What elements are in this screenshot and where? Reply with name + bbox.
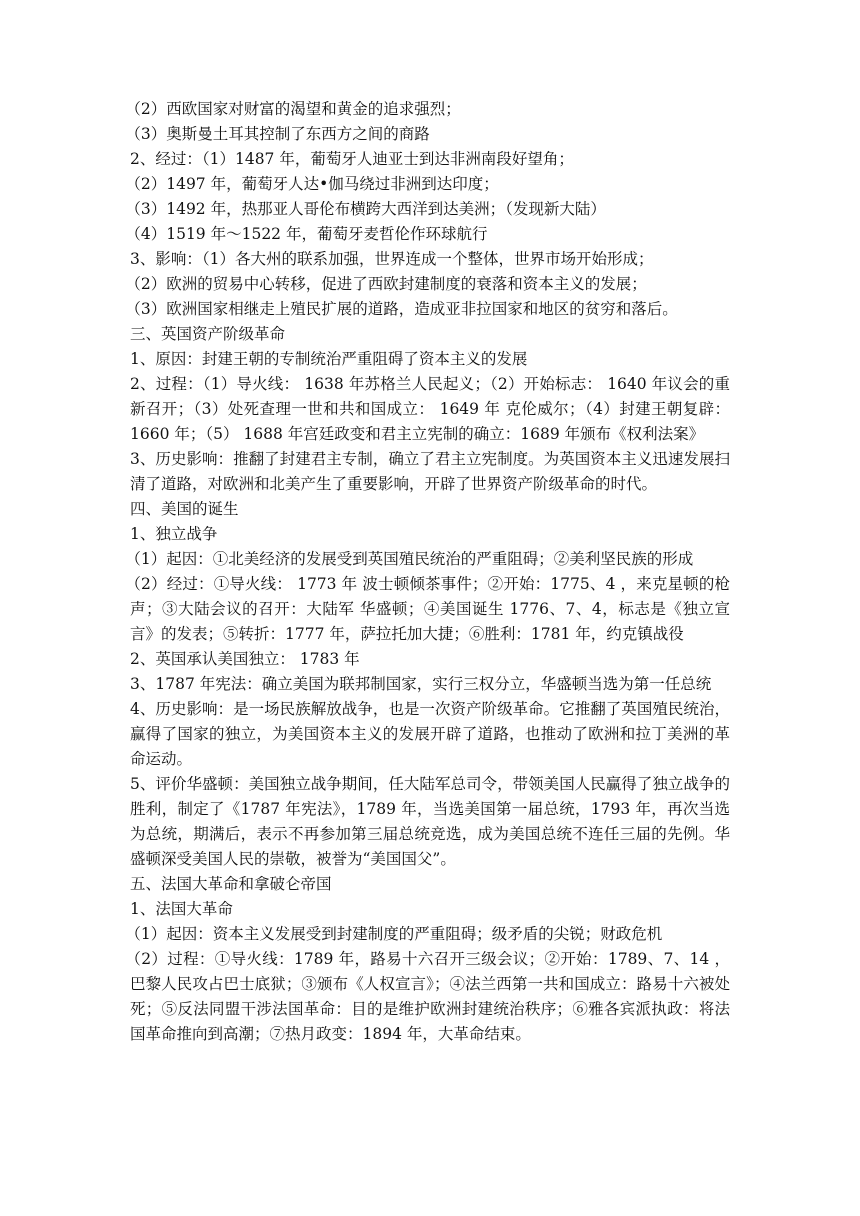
- text-paragraph: 4、历史影响：是一场民族解放战争，也是一次资产阶级革命。它推翻了英国殖民统治，赢得了国家的独立，为美国资本主义的发展开辟了道路，也推动了欧洲和拉丁美洲的革命运动。: [130, 700, 730, 768]
- text-paragraph: （2）经过：①导火线： 1773 年 波士顿倾茶事件；②开始：1775、4 ，来克星顿的枪声；③大陆会议的召开：大陆军 华盛顿；④美国诞生 1776、7、4，标志是《独立宣言》的发表；⑤转折：1777 年，萨拉托加大捷；⑥胜利：1781 年，约克镇战役: [125, 575, 730, 643]
- section-heading: 三、英国资产阶级革命: [130, 325, 286, 343]
- text-line: （3）欧洲国家相继走上殖民扩展的道路，造成亚非拉国家和地区的贫穷和落后。: [125, 300, 678, 318]
- text-line: （2）欧洲的贸易中心转移，促进了西欧封建制度的衰落和资本主义的发展；: [125, 275, 647, 293]
- text-line: 1、原因：封建王朝的专制统治严重阻碍了资本主义的发展: [130, 350, 528, 368]
- text-paragraph: 5、评价华盛顿：美国独立战争期间，任大陆军总司令，带领美国人民赢得了独立战争的胜利，制定了《1787 年宪法》，1789 年，当选美国第一届总统，1793 年，再次当选为总统，期满后，表示不再参加第三届总统竞选，成为美国总统不连任三届的先例。华盛顿深受美国人民的崇敬，被誉为“美国国父”。: [130, 775, 730, 868]
- text-paragraph: （1）起因：①北美经济的发展受到英国殖民统治的严重阻碍；②美利坚民族的形成: [125, 550, 694, 568]
- text-line: 2、英国承认美国独立： 1783 年: [130, 650, 360, 668]
- document-page: [125, 97, 730, 1047]
- section-heading: 四、美国的诞生: [130, 500, 239, 518]
- subsection-heading: 1、独立战争: [130, 525, 218, 543]
- text-line: （3）奥斯曼土耳其控制了东西方之间的商路: [125, 125, 430, 143]
- text-paragraph: 3、历史影响：推翻了封建君主专制，确立了君主立宪制度。为英国资本主义迅速发展扫清了道路，对欧洲和北美产生了重要影响，开辟了世界资产阶级革命的时代。: [130, 450, 730, 493]
- text-line: （3）1492 年，热那亚人哥伦布横跨大西洋到达美洲；（发现新大陆）: [125, 200, 606, 218]
- text-line: （1）起因：资本主义发展受到封建制度的严重阻碍；级矛盾的尖锐；财政危机: [125, 925, 663, 943]
- subsection-heading: 1、法国大革命: [130, 900, 233, 918]
- text-paragraph: （2）过程：①导火线：1789 年，路易十六召开三级会议；②开始：1789、7、14 ，巴黎人民攻占巴士底狱；③颁布《人权宣言》；④法兰西第一共和国成立：路易十六被处死；⑤反法同盟干涉法国革命：目的是维护欧洲封建统治秩序；⑥雅各宾派执政：将法国革命推向到高潮；⑦热月政变：1894 年，大革命结束。: [125, 950, 730, 1043]
- text-line: （2）1497 年，葡萄牙人达•伽马绕过非洲到达印度；: [125, 175, 499, 193]
- text-paragraph: 2、过程：（1）导火线： 1638 年苏格兰人民起义；（2）开始标志： 1640 年议会的重新召开；（3）处死查理一世和共和国成立： 1649 年 克伦威尔；（4）封建王朝复辟： 1660 年；（5） 1688 年宫廷政变和君主立宪制的确立：1689 年颁布《权利法案》: [130, 375, 730, 443]
- text-line: （4）1519 年～1522 年，葡萄牙麦哲伦作环球航行: [125, 225, 488, 243]
- text-line: （2）西欧国家对财富的渴望和黄金的追求强烈；: [125, 100, 461, 118]
- section-heading: 五、法国大革命和拿破仑帝国: [130, 875, 332, 893]
- text-paragraph: 3、1787 年宪法：确立美国为联邦制国家，实行三权分立，华盛顿当选为第一任总统: [130, 675, 712, 693]
- text-line: 2、经过：（1）1487 年，葡萄牙人迪亚士到达非洲南段好望角；: [130, 150, 574, 168]
- text-line: 3、影响：（1）各大州的联系加强，世界连成一个整体，世界市场开始形成；: [130, 250, 654, 268]
